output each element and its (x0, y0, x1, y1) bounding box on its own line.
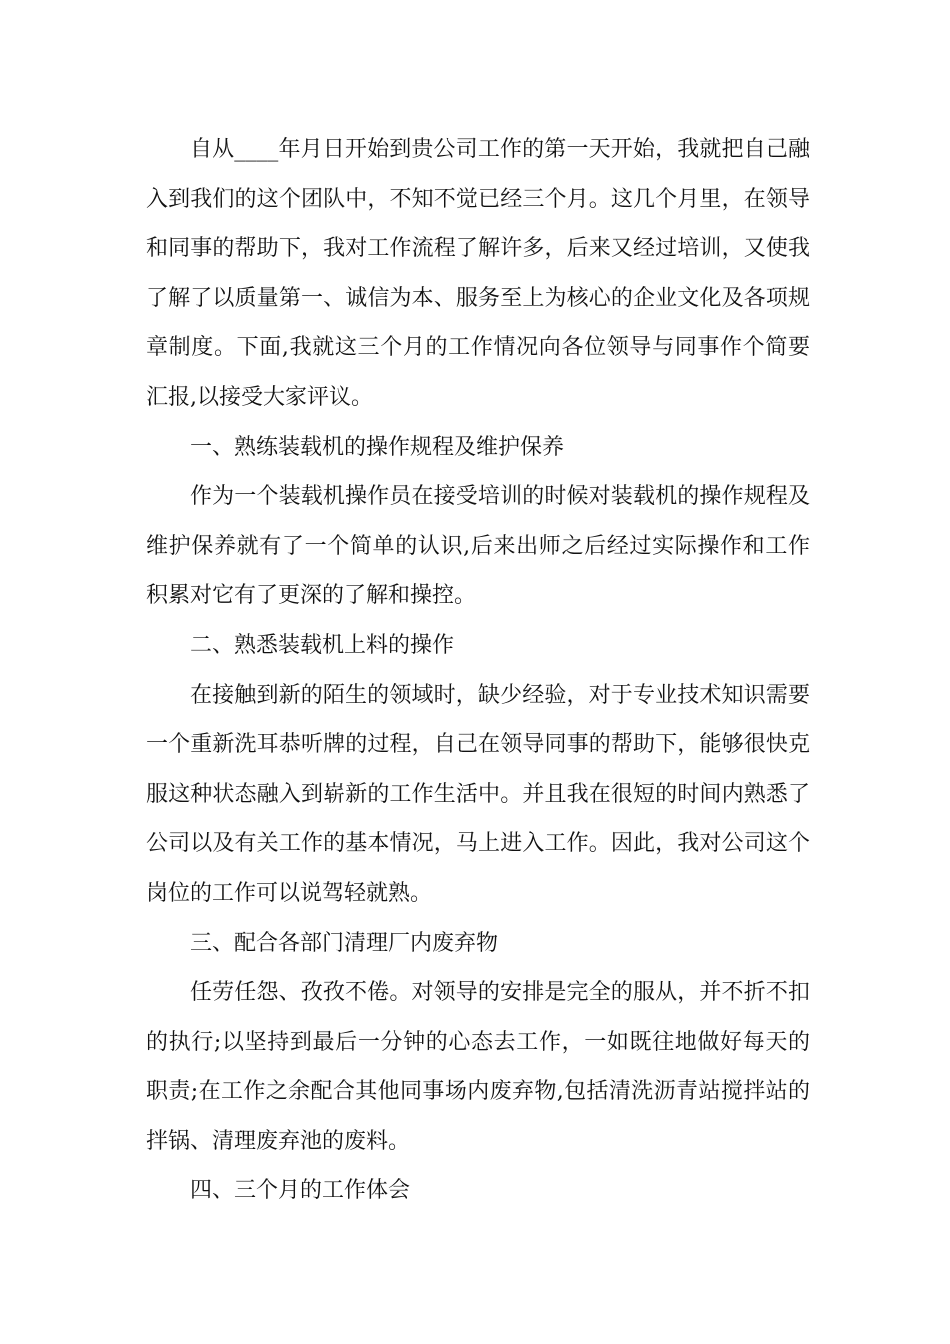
section-paragraph-1: 作为一个装载机操作员在接受培训的时候对装载机的操作规程及维护保养就有了一个简单的认识,后来出师之后经过实际操作和工作积累对它有了更深的了解和操控。 (146, 484, 810, 609)
section-heading-3: 三、配合各部门清理厂内废弃物 (190, 930, 499, 956)
section-heading-4: 四、三个月的工作体会 (190, 1178, 411, 1204)
intro-paragraph: 自从____年月日开始到贵公司工作的第一天开始，我就把自己融入到我们的这个团队中，不知不觉已经三个月。这几个月里，在领导和同事的帮助下，我对工作流程了解许多，后来又经过培训，又使我了解了以质量第一、诚信为本、服务至上为核心的企业文化及各项规章制度。下面,我就这三个月的工作情况向各位领导与同事作个简要汇报,以接受大家评议。 (146, 137, 810, 410)
section-heading-2: 二、熟悉装载机上料的操作 (190, 632, 455, 658)
section-paragraph-2: 在接触到新的陌生的领域时，缺少经验，对于专业技术知识需要一个重新洗耳恭听牌的过程，自己在领导同事的帮助下，能够很快克服这种状态融入到崭新的工作生活中。并且我在很短的时间内熟悉了公司以及有关工作的基本情况，马上进入工作。因此，我对公司这个岗位的工作可以说驾轻就熟。 (146, 682, 810, 906)
section-heading-1: 一、熟练装载机的操作规程及维护保养 (190, 434, 565, 460)
section-paragraph-3: 任劳任怨、孜孜不倦。对领导的安排是完全的服从，并不折不扣的执行;以坚持到最后一分钟的心态去工作，一如既往地做好每天的职责;在工作之余配合其他同事场内废弃物,包括清洗沥青站搅拌站的拌锅、清理废弃池的废料。 (146, 980, 810, 1154)
document-body (146, 125, 810, 1216)
